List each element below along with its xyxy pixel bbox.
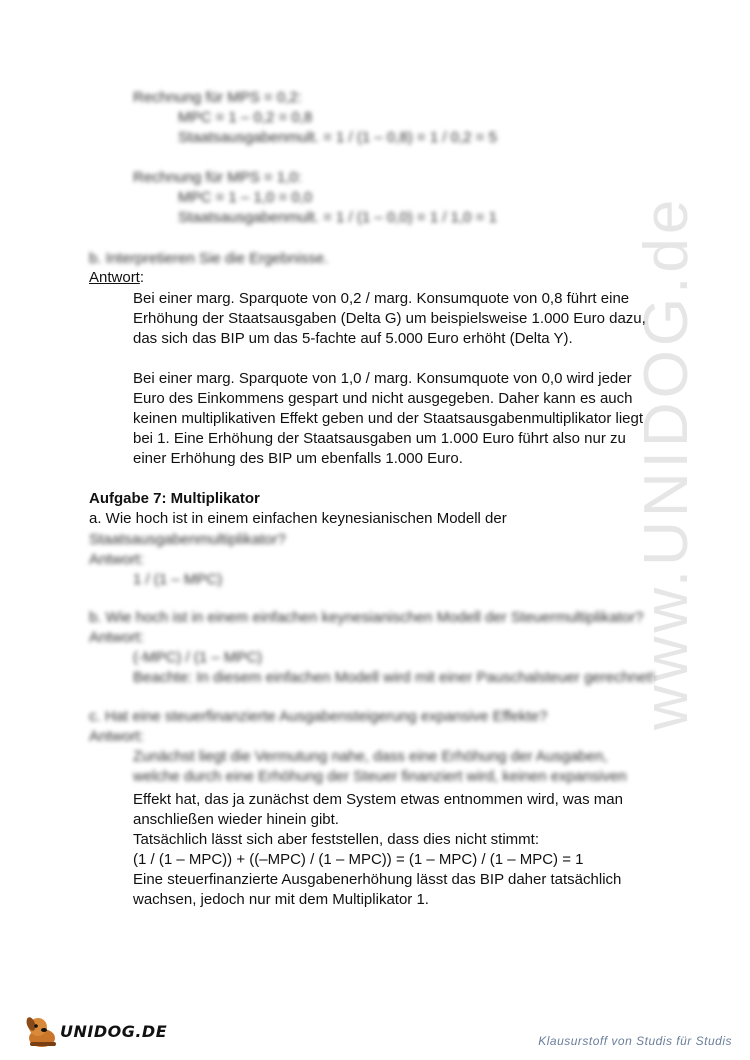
blurred-line: MPC = 1 – 1,0 = 0,0	[178, 189, 313, 206]
paragraph-line: keinen multiplikativen Effekt geben und der Staatsausgabenmultiplikator liegt	[133, 410, 644, 427]
blurred-line: c. Hat eine steuerfinanzierte Ausgabensteigerung expansive Effekte?	[89, 708, 548, 725]
answer-colon: :	[139, 269, 145, 286]
paragraph-line: (1 / (1 – MPC)) + ((–MPC) / (1 – MPC)) = (1 – MPC) / (1 – MPC) = 1	[133, 851, 584, 868]
blurred-line: welche durch eine Erhöhung der Steuer finanziert wird, keinen expansiven	[133, 768, 627, 785]
section-heading: Aufgabe 7: Multiplikator	[89, 490, 260, 507]
paragraph-line: Effekt hat, das ja zunächst dem System etwas entnommen wird, was man	[133, 791, 623, 808]
logo-text: UNIDOG.DE	[60, 1022, 168, 1041]
paragraph-line: Erhöhung der Staatsausgaben (Delta G) um beispielsweise 1.000 Euro dazu,	[133, 310, 646, 327]
blurred-line: Antwort:	[89, 629, 145, 646]
question-a: a. Wie hoch ist in einem einfachen keynesianischen Modell der	[89, 510, 507, 527]
blurred-line: Antwort:	[89, 728, 145, 745]
paragraph-line: Bei einer marg. Sparquote von 1,0 / marg. Konsumquote von 0,0 wird jeder	[133, 370, 632, 387]
blurred-line: 1 / (1 – MPC)	[133, 571, 223, 588]
answer-label-line	[89, 268, 144, 288]
answer-label: Antwort	[89, 269, 140, 286]
footer-tagline: Klausurstoff von Studis für Studis	[538, 1034, 732, 1048]
blurred-line: MPC = 1 – 0,2 = 0,8	[178, 109, 313, 126]
paragraph-line: anschließen wieder hinein gibt.	[133, 811, 339, 828]
blurred-line: Staatsausgabenmult. = 1 / (1 – 0,8) = 1 / 0,2 = 5	[178, 129, 497, 146]
blurred-line: Staatsausgabenmultiplikator?	[89, 531, 286, 548]
paragraph-line: das sich das BIP um das 5-fachte auf 5.000 Euro erhöht (Delta Y).	[133, 330, 573, 347]
paragraph-line: Euro des Einkommens gespart und nicht ausgegeben. Daher kann es auch	[133, 390, 633, 407]
paragraph-line: wachsen, jedoch nur mit dem Multiplikator 1.	[133, 891, 429, 908]
blurred-line: Staatsausgabenmult. = 1 / (1 – 0,0) = 1 / 1,0 = 1	[178, 209, 497, 226]
blurred-line: b. Wie hoch ist in einem einfachen keynesianischen Modell der Steuermultiplikator?	[89, 609, 644, 626]
paragraph-line: Tatsächlich lässt sich aber feststellen, dass dies nicht stimmt:	[133, 831, 539, 848]
blurred-line: Rechnung für MPS = 0,2:	[133, 89, 302, 106]
paragraph-line: einer Erhöhung des BIP um ebenfalls 1.000 Euro.	[133, 450, 463, 467]
unidog-logo	[24, 1014, 168, 1050]
watermark-text: www.UNIDOG.de	[632, 195, 701, 730]
blurred-line: Beachte: In diesem einfachen Modell wird mit einer Pauschalsteuer gerechnet!	[133, 669, 655, 686]
paragraph-line: bei 1. Eine Erhöhung der Staatsausgaben um 1.000 Euro führt also nur zu	[133, 430, 626, 447]
paragraph-line: Eine steuerfinanzierte Ausgabenerhöhung lässt das BIP daher tatsächlich	[133, 871, 622, 888]
paragraph-line: Bei einer marg. Sparquote von 0,2 / marg. Konsumquote von 0,8 führt eine	[133, 290, 630, 307]
dog-icon	[24, 1014, 60, 1050]
blurred-line: Zunächst liegt die Vermutung nahe, dass eine Erhöhung der Ausgaben,	[133, 748, 608, 765]
blurred-line: b. Interpretieren Sie die Ergebnisse.	[89, 250, 329, 267]
blurred-line: Rechnung für MPS = 1,0:	[133, 169, 302, 186]
blurred-line: (-MPC) / (1 – MPC)	[133, 649, 263, 666]
blurred-line: Antwort:	[89, 551, 145, 568]
